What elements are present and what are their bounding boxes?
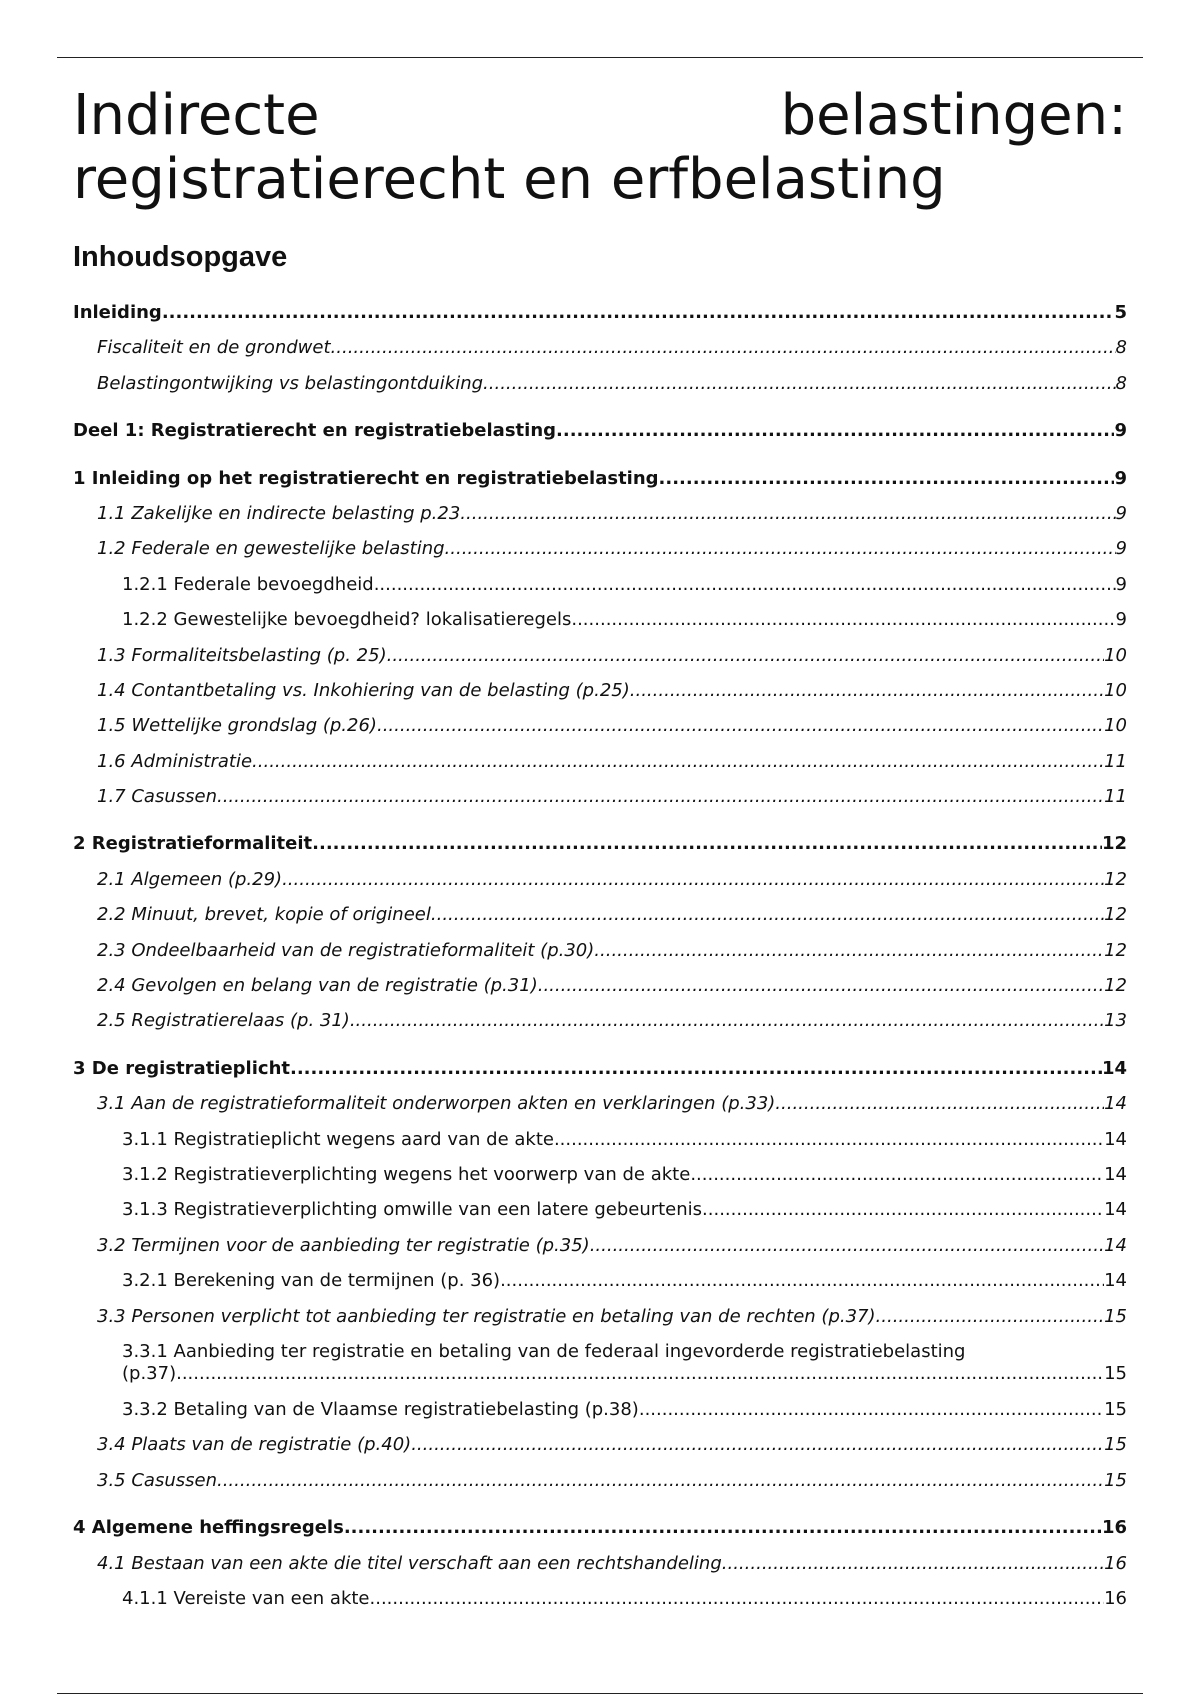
toc-entry-label: 3.4 Plaats van de registratie (p.40)	[97, 1434, 412, 1456]
toc-entry-label: 3.2.1 Berekening van de termijnen (p. 36)	[122, 1270, 501, 1292]
toc-entry-3-3-2[interactable]	[73, 1399, 1127, 1434]
toc-entry-label: 3.1.3 Registratieverplichting omwille van een latere gebeurtenis	[122, 1199, 703, 1221]
toc-entry-deel-1[interactable]	[73, 420, 1127, 455]
toc-entry-page: 9	[1115, 538, 1127, 560]
toc-entry-label: 2.4 Gevolgen en belang van de registratie (p.31)	[97, 975, 538, 997]
toc-entry-page: 15	[1104, 1469, 1127, 1491]
toc-entry-label: 1.3 Formaliteitsbelasting (p. 25)	[97, 644, 387, 666]
toc-entry-3-3[interactable]	[73, 1306, 1127, 1341]
toc-entry-label: 3.3 Personen verplicht tot aanbieding ter registratie en betaling van de rechten (p.37)	[97, 1305, 876, 1327]
toc-entry-4[interactable]	[73, 1517, 1127, 1552]
dot-leader	[500, 1270, 1104, 1292]
toc-entry-2-2[interactable]	[73, 904, 1127, 939]
dot-leader	[162, 302, 1115, 324]
toc-entry-label: 1.2.1 Federale bevoegdheid	[122, 573, 374, 595]
dot-leader	[331, 337, 1116, 359]
toc-entry-page: 16	[1104, 1587, 1127, 1609]
toc-entry-1-3[interactable]	[73, 645, 1127, 680]
toc-entry-page: 12	[1104, 868, 1127, 890]
toc-entry-page: 12	[1101, 833, 1127, 855]
toc-entry-3-5[interactable]	[73, 1470, 1127, 1505]
toc-entry-3[interactable]	[73, 1058, 1127, 1093]
dot-leader	[876, 1306, 1105, 1328]
document-title: Indirecte belastingen: registratierecht en erfbelasting	[73, 83, 1127, 212]
toc-entry-label: 1.1 Zakelijke en indirecte belasting p.23	[97, 502, 461, 524]
toc-entry-label: 2.3 Ondeelbaarheid van de registratieformaliteit (p.30)	[97, 939, 595, 961]
toc-entry-label-continuation: (p.37)	[122, 1362, 177, 1384]
toc-entry-2-1[interactable]	[73, 869, 1127, 904]
dot-leader	[377, 715, 1104, 737]
dot-leader	[630, 680, 1104, 702]
toc-entry-label: Fiscaliteit en de grondwet	[97, 337, 331, 359]
toc-entry-page: 10	[1104, 715, 1127, 737]
toc-entry-2[interactable]	[73, 833, 1127, 868]
toc-entry-2-5[interactable]	[73, 1010, 1127, 1045]
toc-entry-1-5[interactable]	[73, 715, 1127, 750]
toc-entry-continuation	[122, 1363, 1127, 1385]
toc-entry-label: 2.5 Registratierelaas (p. 31)	[97, 1010, 350, 1032]
dot-leader	[556, 420, 1114, 442]
toc-entry-page: 16	[1104, 1552, 1127, 1574]
toc-entry-4-1-1[interactable]	[73, 1588, 1127, 1623]
toc-entry-1-2-2[interactable]	[73, 609, 1127, 644]
toc-entry-3-1-3[interactable]	[73, 1199, 1127, 1234]
toc-entry-page: 10	[1104, 679, 1127, 701]
toc-entry-page: 12	[1104, 939, 1127, 961]
toc-entry-label: 2 Registratieformaliteit	[73, 833, 313, 855]
toc-entry-1[interactable]	[73, 468, 1127, 503]
toc-entry-3-1-2[interactable]	[73, 1164, 1127, 1199]
top-rule	[57, 57, 1143, 58]
dot-leader	[571, 609, 1115, 631]
toc-entry-label: 1.7 Casussen	[97, 786, 217, 808]
dot-leader	[370, 1588, 1105, 1610]
toc-entry-label: 1 Inleiding op het registratierecht en registratiebelasting	[73, 467, 659, 489]
toc-entry-label: 3.2 Termijnen voor de aanbieding ter registratie (p.35)	[97, 1234, 590, 1256]
toc-entry-page: 14	[1104, 1093, 1127, 1115]
dot-leader	[290, 1058, 1102, 1080]
dot-leader	[690, 1164, 1104, 1186]
toc-entry-label: 3.1.1 Registratieplicht wegens aard van de akte	[122, 1128, 554, 1150]
toc-entry-label: 4.1.1 Vereiste van een akte	[122, 1587, 370, 1609]
toc-entry-page: 14	[1101, 1057, 1127, 1079]
toc-entry-label: 2.1 Algemeen (p.29)	[97, 868, 283, 890]
toc-entry-page: 9	[1115, 502, 1127, 524]
toc-entry-page: 15	[1104, 1434, 1127, 1456]
toc-entry-4-1[interactable]	[73, 1553, 1127, 1588]
toc-entry-1-7[interactable]	[73, 786, 1127, 821]
toc-entry-label: 3.5 Casussen	[97, 1469, 217, 1491]
dot-leader	[431, 904, 1104, 926]
dot-leader	[594, 940, 1104, 962]
toc-entry-1-4[interactable]	[73, 680, 1127, 715]
toc-entry-3-2-1[interactable]	[73, 1270, 1127, 1305]
toc-entry-label: Deel 1: Registratierecht en registratiebelasting	[73, 420, 557, 442]
dot-leader	[252, 751, 1104, 773]
toc-entry-label: 3 De registratieplicht	[73, 1057, 290, 1079]
toc-entry-label: 4 Algemene heffingsregels	[73, 1517, 344, 1539]
toc-entry-page: 11	[1104, 786, 1127, 808]
dot-leader	[722, 1553, 1104, 1575]
toc-entry-page: 15	[1104, 1305, 1127, 1327]
toc-entry-page: 16	[1101, 1517, 1127, 1539]
toc-entry-2-4[interactable]	[73, 975, 1127, 1010]
toc-entry-3-1-1[interactable]	[73, 1129, 1127, 1164]
toc-entry-3-3-1[interactable]	[73, 1341, 1127, 1399]
dot-leader	[702, 1199, 1104, 1221]
dot-leader	[411, 1434, 1104, 1456]
toc-entry-3-1[interactable]	[73, 1093, 1127, 1128]
toc-entry-label: 3.1 Aan de registratieformaliteit onderworpen akten en verklaringen (p.33)	[97, 1093, 776, 1115]
toc-entry-page: 11	[1104, 750, 1127, 772]
toc-entry-page: 12	[1104, 904, 1127, 926]
bottom-rule	[57, 1693, 1143, 1694]
toc-entry-page: 8	[1115, 372, 1127, 394]
toc-entry-3-4[interactable]	[73, 1434, 1127, 1469]
toc-entry-page: 14	[1104, 1270, 1127, 1292]
dot-leader	[387, 645, 1105, 667]
toc-entry-page: 12	[1104, 975, 1127, 997]
toc-entry-2-3[interactable]	[73, 940, 1127, 975]
toc-entry-1-6[interactable]	[73, 751, 1127, 786]
toc-entry-fiscaliteit[interactable]	[73, 337, 1127, 372]
toc-entry-page: 14	[1104, 1234, 1127, 1256]
toc-entry-page: 14	[1104, 1199, 1127, 1221]
toc-entry-label: 1.2 Federale en gewestelijke belasting	[97, 538, 445, 560]
toc-entry-3-2[interactable]	[73, 1235, 1127, 1270]
toc-entry-label: Belastingontwijking vs belastingontduiking	[97, 372, 484, 394]
toc-entry-page: 14	[1104, 1128, 1127, 1150]
dot-leader	[312, 833, 1102, 855]
dot-leader	[775, 1093, 1104, 1115]
dot-leader	[460, 503, 1115, 525]
toc-entry-label: 1.6 Administratie	[97, 750, 253, 772]
toc-entry-page: 13	[1104, 1010, 1127, 1032]
dot-leader	[659, 468, 1115, 490]
dot-leader	[350, 1010, 1104, 1032]
dot-leader	[217, 1470, 1104, 1492]
toc-entry-page: 5	[1114, 302, 1127, 323]
toc-entry-label: 1.4 Contantbetaling vs. Inkohiering van de belasting (p.25)	[97, 679, 630, 701]
toc-entry-page: 9	[1114, 467, 1127, 489]
toc-entry-label: 3.3.2 Betaling van de Vlaamse registratiebelasting (p.38)	[122, 1398, 639, 1420]
toc-heading: Inhoudsopgave	[73, 241, 288, 273]
dot-leader	[176, 1363, 1104, 1385]
toc-entry-label: 1.2.2 Gewestelijke bevoegdheid? lokalisatieregels	[122, 609, 572, 631]
toc-entry-label: 3.3.1 Aanbieding ter registratie en betaling van de federaal ingevorderde registratiebelasting	[122, 1340, 966, 1362]
dot-leader	[374, 574, 1116, 596]
dot-leader	[590, 1235, 1104, 1257]
dot-leader	[282, 869, 1104, 891]
dot-leader	[445, 538, 1116, 560]
dot-leader	[483, 373, 1116, 395]
toc-entry-label: 4.1 Bestaan van een akte die titel verschaft aan een rechtshandeling	[97, 1552, 722, 1574]
toc-entry-1-2-1[interactable]	[73, 574, 1127, 609]
dot-leader	[538, 975, 1104, 997]
dot-leader	[217, 786, 1104, 808]
dot-leader	[344, 1517, 1102, 1539]
toc-entry-page: 9	[1115, 573, 1127, 595]
toc-entry-page: 9	[1115, 609, 1127, 631]
toc-entry-page: 10	[1104, 644, 1127, 666]
toc-entry-label: 1.5 Wettelijke grondslag (p.26)	[97, 715, 377, 737]
table-of-contents	[73, 302, 1127, 1623]
toc-entry-label: 2.2 Minuut, brevet, kopie of origineel	[97, 904, 431, 926]
toc-entry-page: 15	[1104, 1398, 1127, 1420]
toc-entry-label: Inleiding	[73, 302, 162, 323]
toc-entry-page: 9	[1114, 420, 1127, 442]
dot-leader	[554, 1129, 1104, 1151]
toc-entry-page: 14	[1104, 1163, 1127, 1185]
toc-entry-belastingontwijking[interactable]	[73, 373, 1127, 408]
toc-entry-page: 8	[1115, 337, 1127, 359]
toc-entry-1-2[interactable]	[73, 538, 1127, 573]
toc-entry-label: 3.1.2 Registratieverplichting wegens het voorwerp van de akte	[122, 1163, 691, 1185]
toc-entry-page: 15	[1104, 1362, 1127, 1384]
toc-entry-inleiding[interactable]	[73, 302, 1127, 337]
dot-leader	[639, 1399, 1104, 1421]
toc-entry-1-1[interactable]	[73, 503, 1127, 538]
